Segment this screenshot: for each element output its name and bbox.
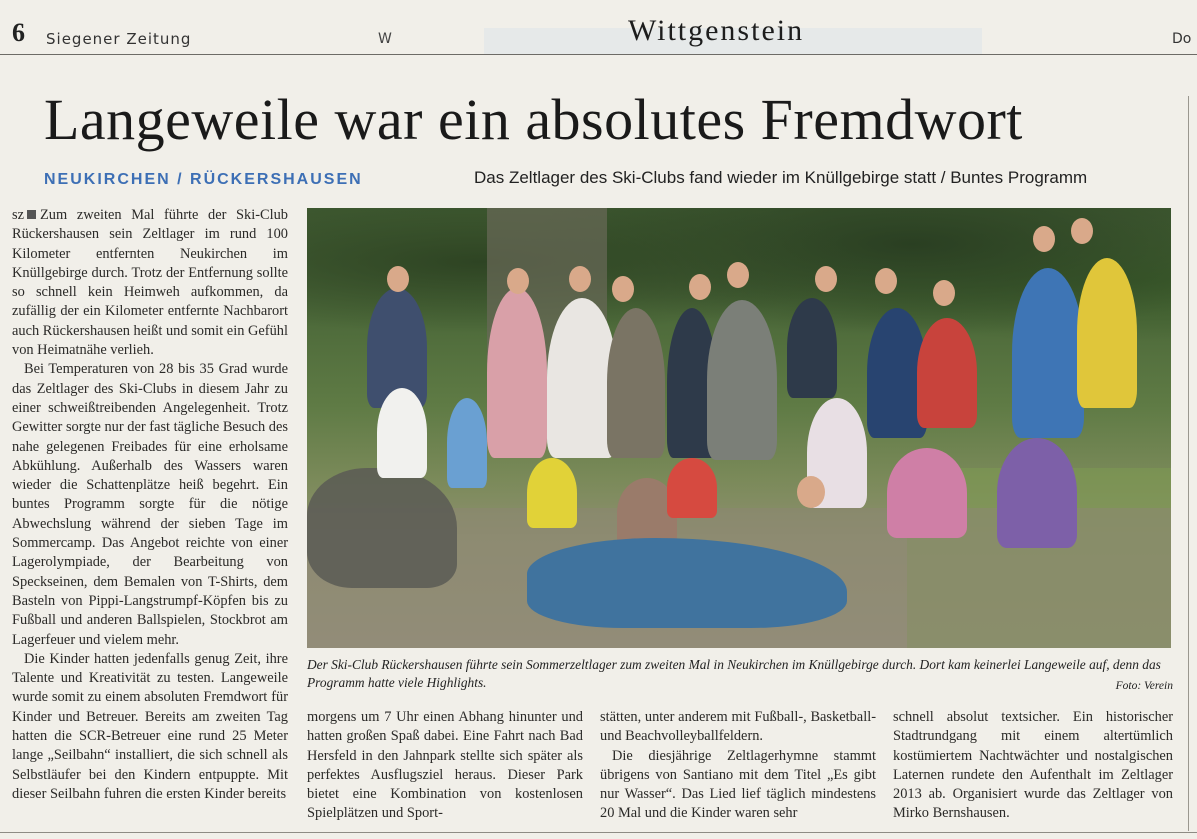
photo-person	[527, 458, 577, 528]
photo-person	[787, 298, 837, 398]
subheadline: Das Zeltlager des Ski-Clubs fand wieder im Knüllgebirge statt / Buntes Programm	[474, 168, 1088, 187]
photo-face	[1071, 218, 1093, 244]
paragraph-3: Die Kinder hatten jedenfalls genug Zeit, ihre Talente und Kreativität zu testen. Langeweile wurde somit zu einem absoluten Fremdwort für Kinder und Betreuer. Bereits am zweiten Tag hatten die SCR-Betreuer eine rund 25 Meter lange „Seilbahn“ installiert, die sich schnell als Selbstläufer bei den Kindern entpuppte. Mit dieser Seilbahn fuhren die ersten Kinder bereits	[12, 650, 288, 802]
paragraph-2: Bei Temperaturen von 28 bis 35 Grad wurde das Zeltlager des Ski-Clubs in diesem Jahr zu einer schweißtreibenden Angelegenheit. Trotz Gewitter sorgte nur der fast tägliche Besuch des nahe gelegenen Freibades für eine erholsame Abkühlung. Außerhalb des Wassers waren wieder die Schattenplätze heiß begehrt. Ein buntes Programm sorgte für die nötige Abwechslung während der sieben Tage im Sommercamp. Das Angebot reichte von einer Lagerolympiade, der Bearbeitung von Speckseinen, dem Bemalen von T-Shirts, dem Basteln von Pippi-Langstrumpf-Köpfen bis zu Fußball und anderen Ballspielen, Stockbrot am Lagerfeuer und vielem mehr.	[12, 361, 288, 648]
photo-face	[875, 268, 897, 294]
photo-face	[797, 476, 825, 508]
photo-rock	[307, 468, 457, 588]
column-3-text-b: Die diesjährige Zeltlagerhymne stammt übrigens von Santiano mit dem Titel „Es gibt nur Wasser“. Das Lied lief täglich mindestens 20 Mal und die Kinder waren sehr	[600, 747, 876, 822]
article-column-1	[12, 206, 288, 804]
photo-face	[1033, 226, 1055, 252]
photo-face	[507, 268, 529, 294]
page-number: 6	[12, 18, 25, 47]
photo-face	[569, 266, 591, 292]
photo-face	[689, 274, 711, 300]
photo-face	[387, 266, 409, 292]
column-3-text-a: stätten, unter anderem mit Fußball-, Basketball- und Beachvolleyballfeldern.	[600, 709, 876, 745]
photo-face	[612, 276, 634, 302]
page-header	[0, 14, 1197, 54]
article-column-3	[600, 708, 876, 824]
article-column-4	[893, 708, 1173, 824]
footer-rule	[0, 832, 1197, 833]
column-4-text: schnell absolut textsicher. Ein historischer Stadtrundgang mit einem altertümlich kostümiertem Nachtwächter und nostalgischen Laternen rundete den Aufenthalt im Zeltlager 2013 ab. Organisiert wurde das Zeltlager von Mirko Bernshausen.	[893, 709, 1173, 822]
paragraph-1-text: Zum zweiten Mal führte der Ski-Club Rückershausen sein Zeltlager im rund 100 Kilometer entfernten Neukirchen im Knüllgebirge durch. Trotz der Entfernung sollte so schnell kein Heimweh aufkommen, da zufällig der ein Kilometer entfernte Nachbarort auch Rückershausen heißt und somit ein Gefühl von Heimatnähe verlieh.	[12, 207, 288, 359]
photo-face	[727, 262, 749, 288]
photo-person	[887, 448, 967, 538]
paragraph-1	[12, 206, 288, 360]
photo-person	[607, 308, 665, 458]
article-column-2	[307, 708, 583, 824]
newspaper-name: Siegener Zeitung	[46, 30, 192, 48]
photo-person	[707, 300, 777, 460]
photo-face	[815, 266, 837, 292]
author-tag: sz	[12, 207, 24, 223]
photo-person	[447, 398, 487, 488]
photo-person	[997, 438, 1077, 548]
photo-person	[917, 318, 977, 428]
headline: Langeweile war ein absolutes Fremdwort	[44, 87, 1023, 152]
column-rule	[1188, 96, 1189, 831]
header-rule	[0, 54, 1197, 55]
photo-person	[1077, 258, 1137, 408]
photo-person	[1012, 268, 1084, 438]
bullet-icon	[27, 210, 36, 219]
photo-person	[487, 288, 547, 458]
caption-text: Der Ski-Club Rückershausen führte sein Sommerzeltlager zum zweiten Mal in Neukirchen im Knüllgebirge durch. Dort kam keinerlei Langeweile auf, denn das Programm hatte viele Highlights.	[307, 657, 1161, 690]
weekday-abbrev: Do	[1172, 31, 1192, 47]
photo-face	[933, 280, 955, 306]
section-title: Wittgenstein	[628, 14, 805, 47]
photo-person	[667, 458, 717, 518]
group-photo	[307, 208, 1171, 648]
photo-credit: Foto: Verein	[1115, 680, 1173, 692]
header-mark: W	[378, 31, 392, 47]
location-kicker: NEUKIRCHEN / RÜCKERSHAUSEN	[44, 171, 363, 188]
photo-person	[377, 388, 427, 478]
column-2-text: morgens um 7 Uhr einen Abhang hinunter und hatten großen Spaß dabei. Eine Fahrt nach Bad Hersfeld in den Jahnpark stellte sich später als perfektes Ausflugsziel heraus. Dieser Park bietet eine Kombination von kostenlosen Spielplätzen und Sport-	[307, 709, 583, 822]
photo-caption	[307, 656, 1173, 692]
